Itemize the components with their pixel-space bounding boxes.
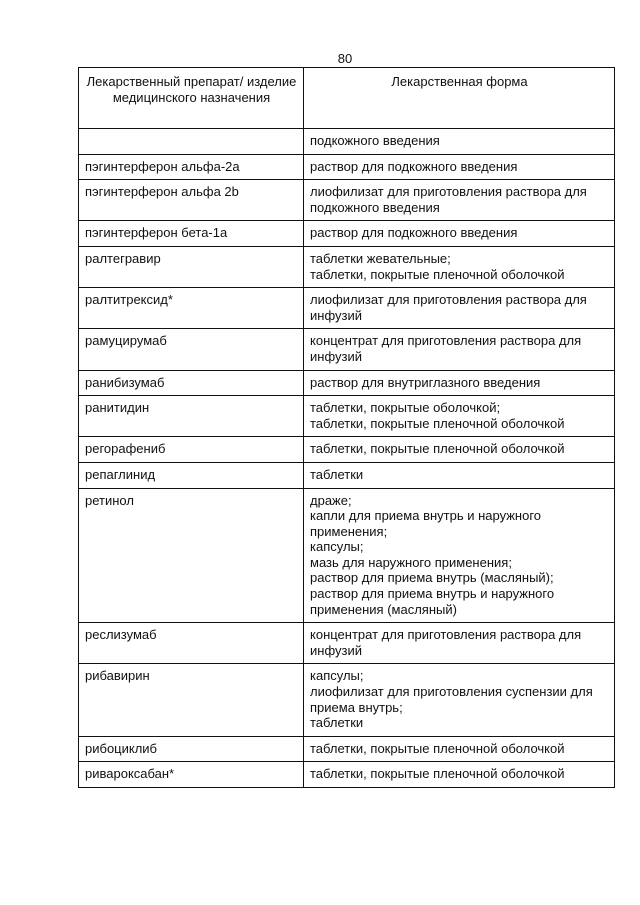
page-number: 80 <box>337 51 353 66</box>
dosage-form-line: концентрат для приготовления раствора для инфузий <box>310 333 582 364</box>
dosage-form-line: капсулы; <box>310 539 364 555</box>
drug-name-cell: пэгинтерферон альфа-2а <box>79 154 304 180</box>
dosage-form-cell <box>304 154 615 180</box>
dosage-form-line: раствор для приема внутрь и наружного применения (масляный) <box>310 586 555 617</box>
drug-name-cell: ривароксабан* <box>79 762 304 788</box>
dosage-form-cell <box>304 129 615 155</box>
dosage-form-cell <box>304 396 615 437</box>
dosage-form-line: драже; <box>310 492 352 508</box>
table-row <box>79 437 615 463</box>
drug-name-cell: рамуцирумаб <box>79 329 304 370</box>
drug-name-cell: регорафениб <box>79 437 304 463</box>
table-header-row <box>79 68 615 129</box>
table-row <box>79 762 615 788</box>
dosage-form-cell <box>304 246 615 287</box>
dosage-form-line: таблетки, покрытые пленочной оболочкой <box>310 415 565 431</box>
dosage-form-line: капли для приема внутрь и наружного применения; <box>310 508 542 539</box>
table-row <box>79 329 615 370</box>
table-row <box>79 396 615 437</box>
dosage-form-cell <box>304 437 615 463</box>
drug-table <box>78 67 615 788</box>
dosage-form-line: таблетки жевательные; <box>310 250 451 266</box>
drug-name-cell: репаглинид <box>79 462 304 488</box>
table-row <box>79 462 615 488</box>
table-row <box>79 129 615 155</box>
dosage-form-cell <box>304 623 615 664</box>
table-row <box>79 221 615 247</box>
dosage-form-cell <box>304 462 615 488</box>
dosage-form-line: лиофилизат для приготовления раствора для подкожного введения <box>310 184 587 215</box>
table-row <box>79 736 615 762</box>
drug-name-cell <box>79 129 304 155</box>
table-row <box>79 488 615 623</box>
header-drug-name: Лекарственный препарат/ изделие медицинского назначения <box>79 68 304 129</box>
drug-name-cell: рибавирин <box>79 664 304 736</box>
dosage-form-line: раствор для подкожного введения <box>310 158 518 174</box>
drug-name-cell: пэгинтерферон бета-1а <box>79 221 304 247</box>
drug-name-cell: реслизумаб <box>79 623 304 664</box>
dosage-form-line: подкожного введения <box>310 133 440 148</box>
dosage-form-line: раствор для внутриглазного введения <box>310 374 541 390</box>
dosage-form-line: таблетки <box>310 715 364 731</box>
drug-name-cell: ранибизумаб <box>79 370 304 396</box>
header-dosage-form: Лекарственная форма <box>304 68 615 129</box>
dosage-form-cell <box>304 736 615 762</box>
dosage-form-cell <box>304 221 615 247</box>
dosage-form-line: лиофилизат для приготовления суспензии для приема внутрь; <box>310 684 593 715</box>
drug-name-cell: ралтитрексид* <box>79 288 304 329</box>
dosage-form-line: концентрат для приготовления раствора для инфузий <box>310 627 582 658</box>
dosage-form-cell <box>304 664 615 736</box>
dosage-form-line: таблетки, покрытые пленочной оболочкой <box>310 740 565 756</box>
dosage-form-cell <box>304 180 615 221</box>
table-row <box>79 246 615 287</box>
dosage-form-line: раствор для приема внутрь (масляный); <box>310 570 554 586</box>
drug-name-cell: ралтегравир <box>79 246 304 287</box>
dosage-form-line: мазь для наружного применения; <box>310 554 512 570</box>
dosage-form-line: таблетки, покрытые пленочной оболочкой <box>310 766 565 782</box>
drug-name-cell: рибоциклиб <box>79 736 304 762</box>
table-row <box>79 664 615 736</box>
drug-name-cell: пэгинтерферон альфа 2b <box>79 180 304 221</box>
table-row <box>79 370 615 396</box>
table-row <box>79 288 615 329</box>
table-row <box>79 180 615 221</box>
dosage-form-line: таблетки, покрытые пленочной оболочкой <box>310 441 565 457</box>
dosage-form-line: лиофилизат для приготовления раствора для инфузий <box>310 292 587 323</box>
dosage-form-cell <box>304 488 615 623</box>
dosage-form-line: таблетки, покрытые оболочкой; <box>310 400 501 416</box>
dosage-form-line: раствор для подкожного введения <box>310 225 518 241</box>
dosage-form-line: таблетки, покрытые пленочной оболочкой <box>310 266 565 282</box>
dosage-form-cell <box>304 370 615 396</box>
drug-name-cell: ретинол <box>79 488 304 623</box>
table-body <box>79 129 615 788</box>
dosage-form-line: капсулы; <box>310 668 364 684</box>
dosage-form-cell <box>304 288 615 329</box>
drug-name-cell: ранитидин <box>79 396 304 437</box>
dosage-form-cell <box>304 329 615 370</box>
dosage-form-line: таблетки <box>310 466 364 482</box>
table-row <box>79 623 615 664</box>
dosage-form-cell <box>304 762 615 788</box>
table-row <box>79 154 615 180</box>
